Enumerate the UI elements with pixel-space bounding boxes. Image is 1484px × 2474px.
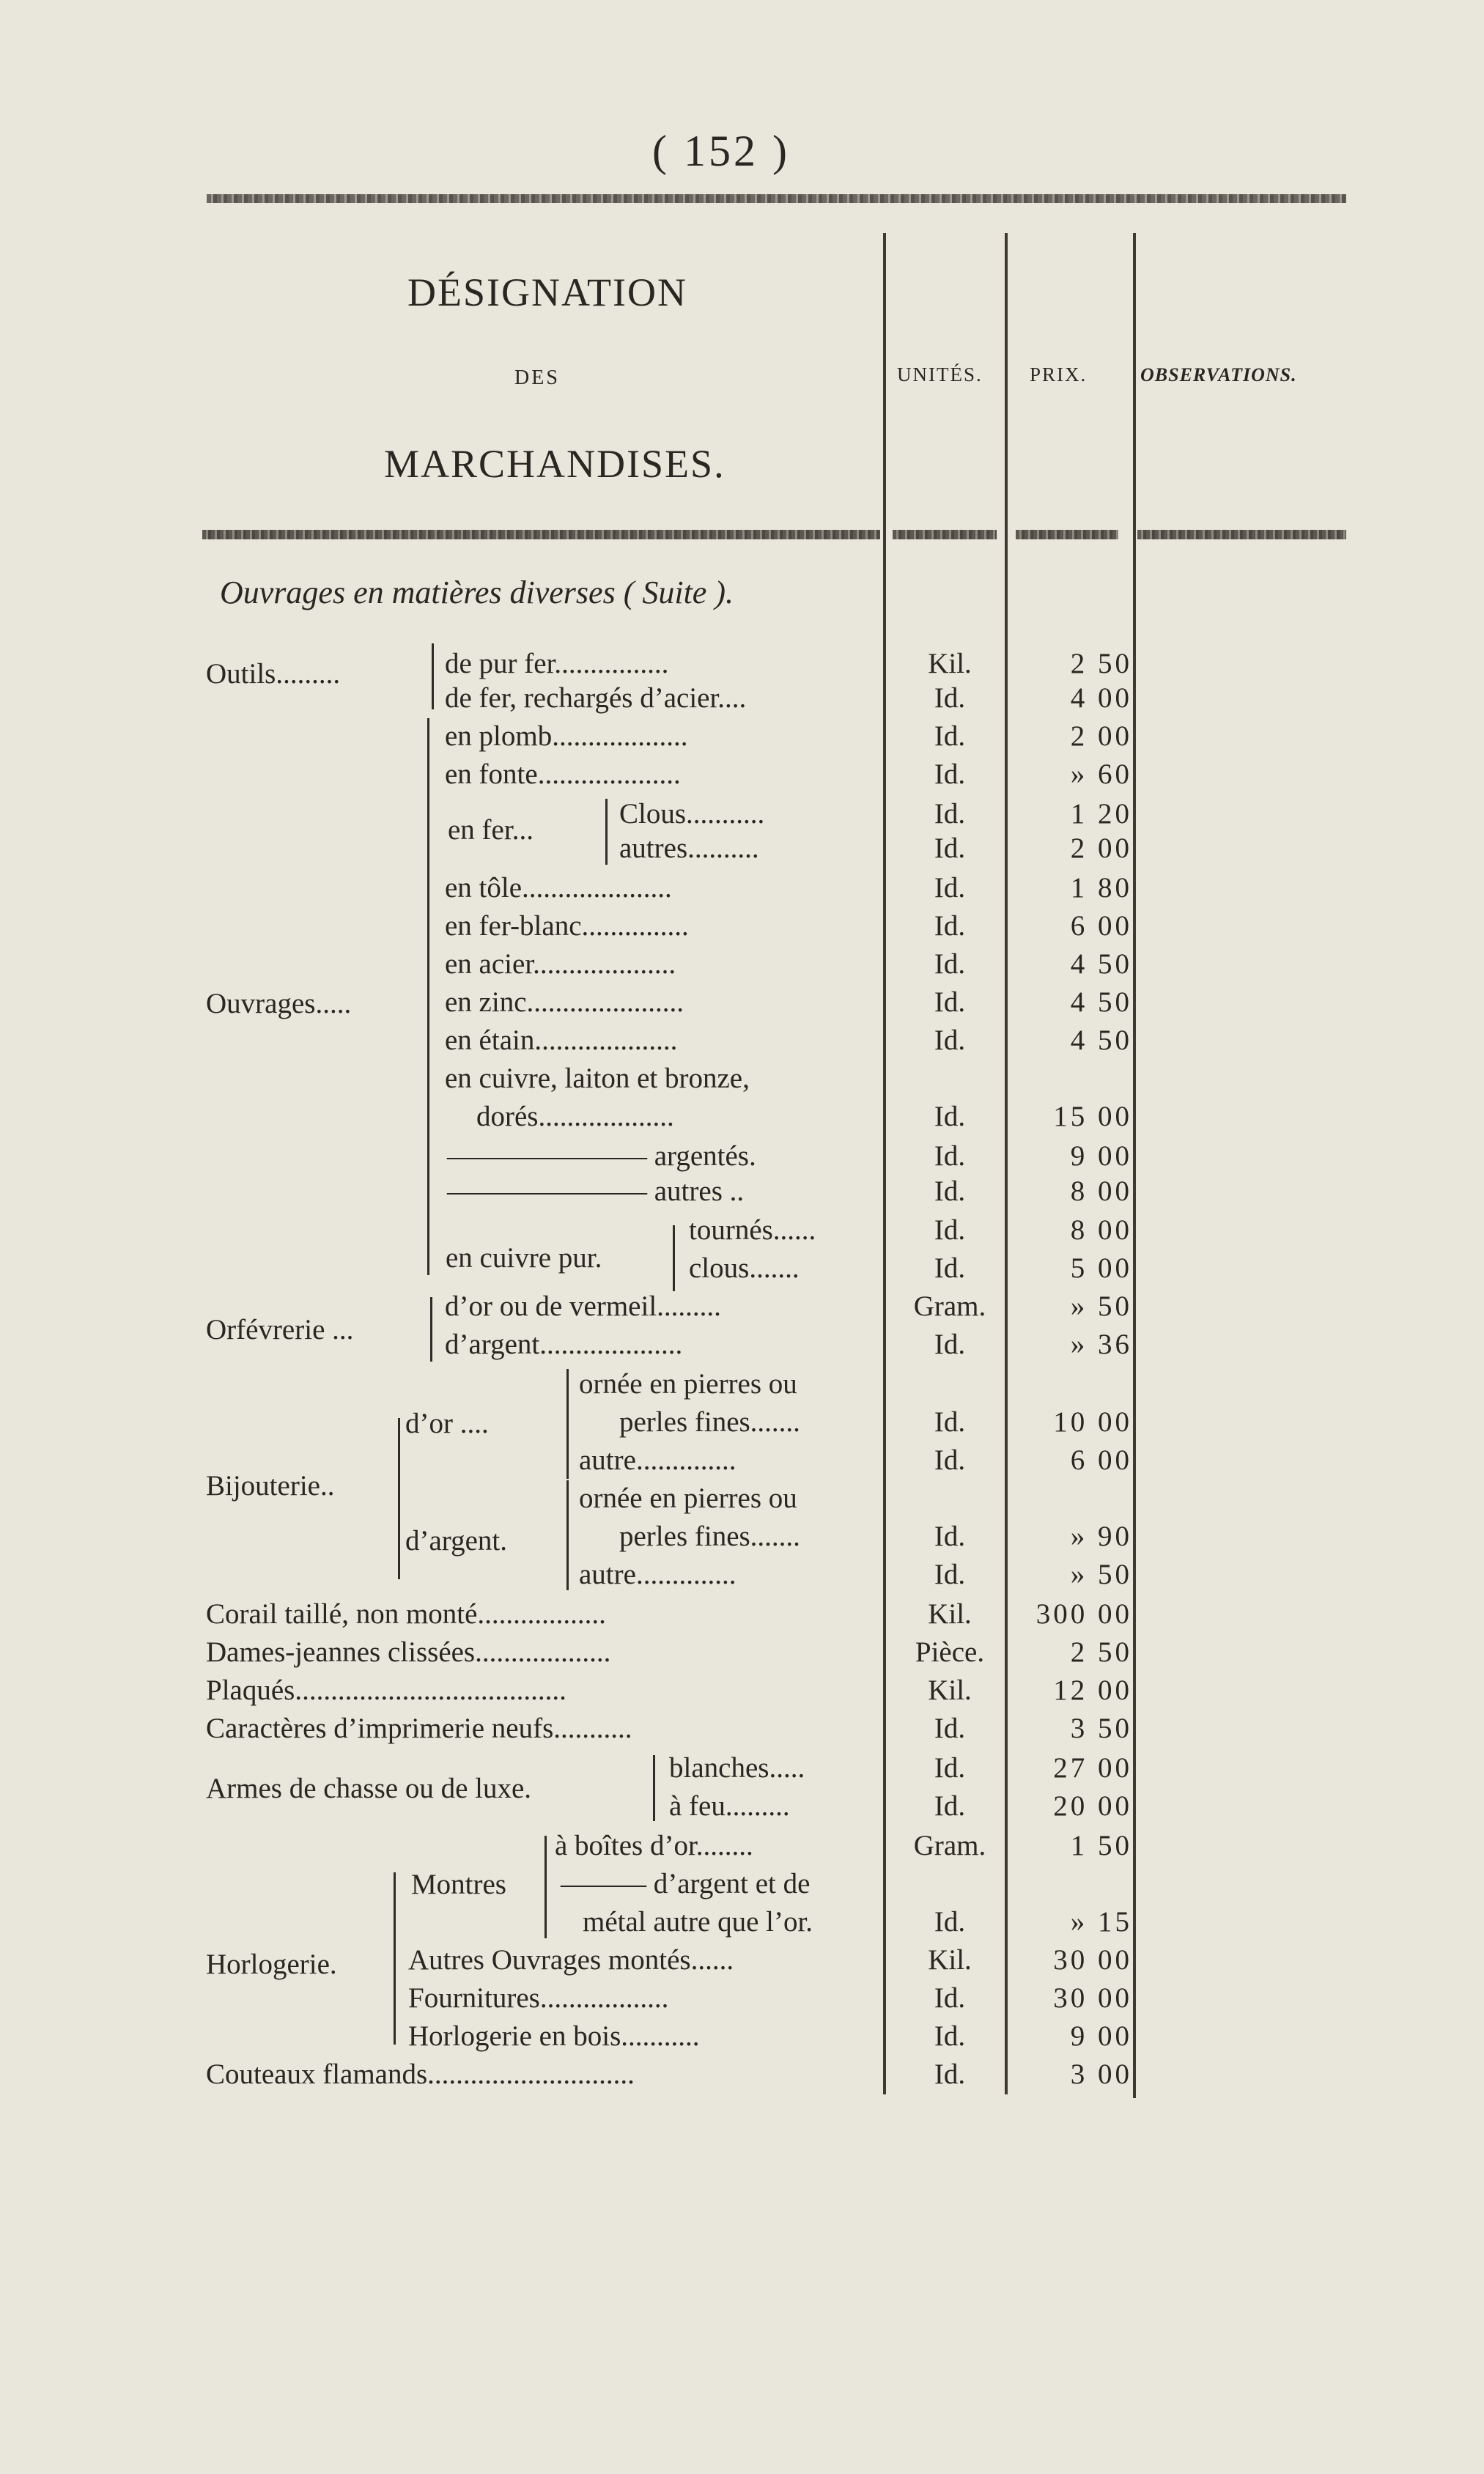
row-price: 4 50 — [1070, 948, 1132, 980]
row-price: 8 00 — [1070, 1214, 1132, 1246]
row-unit: Id. — [934, 1329, 966, 1360]
group-horlogerie: Horlogerie. — [206, 1949, 337, 1980]
top-rule — [207, 194, 1346, 203]
group-orfevrerie: Orfévrerie ... — [206, 1314, 354, 1345]
row-label: métal autre que l’or. — [583, 1906, 813, 1938]
row-label: en acier.................... — [445, 948, 676, 980]
row-unit: Id. — [934, 682, 966, 714]
brace-orfevrerie — [430, 1297, 432, 1362]
brace-outils — [432, 643, 434, 709]
group-montres: Montres — [411, 1869, 506, 1900]
column-rule-1 — [883, 233, 886, 2094]
header-des: DES — [514, 366, 560, 389]
brace-armes — [653, 1755, 655, 1821]
header-prix: PRIX. — [1030, 363, 1088, 385]
group-bijouterie: Bijouterie.. — [206, 1470, 335, 1502]
row-label: à feu......... — [669, 1790, 790, 1822]
header-observations: OBSERVATIONS. — [1140, 364, 1297, 385]
row-label: autre.............. — [579, 1559, 737, 1590]
header-marchandises: MARCHANDISES. — [384, 442, 726, 486]
row-label: d’argent.................... — [445, 1329, 683, 1360]
row-label: de pur fer................ — [445, 648, 669, 679]
header-designation: DÉSIGNATION — [407, 270, 687, 314]
group-dor: d’or .... — [405, 1408, 489, 1439]
row-price: 1 80 — [1070, 872, 1132, 904]
row-price: 20 00 — [1053, 1790, 1132, 1822]
row-unit: Id. — [934, 1559, 966, 1590]
row-price: 1 50 — [1070, 1830, 1132, 1861]
row-unit: Id. — [934, 1214, 966, 1246]
row-label: Dames-jeannes clissées................... — [206, 1636, 611, 1668]
row-label: d’or ou de vermeil......... — [445, 1290, 721, 1322]
row-label: en cuivre, laiton et bronze, — [445, 1063, 750, 1094]
row-price: 10 00 — [1053, 1406, 1132, 1438]
brace-horlogerie — [394, 1872, 396, 2045]
row-unit: Id. — [934, 720, 966, 752]
brace-bijouterie — [398, 1418, 400, 1579]
row-price: 4 50 — [1070, 986, 1132, 1018]
brace-dor — [566, 1369, 569, 1479]
row-label: ——— d’argent et de — [561, 1868, 811, 1899]
header-unites: UNITÉS. — [897, 363, 983, 385]
row-label: clous....... — [689, 1252, 800, 1284]
row-price: 3 00 — [1070, 2058, 1132, 2090]
row-price: 2 50 — [1070, 1636, 1132, 1668]
row-label: en plomb................... — [445, 720, 688, 752]
page-number: ( 152 ) — [652, 127, 790, 175]
row-price: 2 00 — [1070, 832, 1132, 864]
header-rule-prix — [1016, 530, 1118, 539]
row-unit: Id. — [934, 1101, 966, 1132]
row-label: autres.......... — [619, 832, 759, 864]
group-outils: Outils......... — [206, 658, 341, 690]
row-unit: Id. — [934, 758, 966, 790]
row-unit: Id. — [934, 1713, 966, 1744]
row-unit: Id. — [934, 1521, 966, 1552]
row-unit: Pièce. — [915, 1636, 985, 1668]
header-rule-designation — [202, 530, 880, 539]
row-price: 2 50 — [1070, 648, 1132, 679]
row-label: en tôle..................... — [445, 872, 672, 904]
row-price: » 36 — [1070, 1329, 1132, 1360]
section-title: Ouvrages en matières diverses ( Suite ). — [220, 575, 734, 610]
row-label: Horlogerie en bois........... — [408, 2020, 700, 2052]
row-unit: Id. — [934, 832, 966, 864]
row-price: 4 00 — [1070, 682, 1132, 714]
group-en-cuivre-pur: en cuivre pur. — [446, 1242, 602, 1274]
row-unit: Id. — [934, 1140, 966, 1172]
group-ouvrages: Ouvrages..... — [206, 988, 352, 1019]
row-unit: Id. — [934, 1175, 966, 1207]
group-dargent: d’argent. — [405, 1525, 507, 1557]
row-unit: Kil. — [928, 1674, 972, 1706]
row-label: Caractères d’imprimerie neufs........... — [206, 1713, 632, 1744]
row-unit: Kil. — [928, 648, 972, 679]
row-price: 4 50 — [1070, 1024, 1132, 1056]
row-price: 30 00 — [1053, 1982, 1132, 2014]
row-unit: Id. — [934, 2020, 966, 2052]
row-price: 8 00 — [1070, 1175, 1132, 1207]
row-unit: Id. — [934, 1024, 966, 1056]
row-unit: Gram. — [913, 1830, 986, 1861]
row-price: » 15 — [1070, 1906, 1132, 1938]
row-price: 5 00 — [1070, 1252, 1132, 1284]
row-price: » 90 — [1070, 1521, 1132, 1552]
row-price: » 50 — [1070, 1559, 1132, 1590]
row-unit: Id. — [934, 948, 966, 980]
row-label: en zinc...................... — [445, 986, 684, 1018]
row-price: 1 20 — [1070, 798, 1132, 830]
row-price: 300 00 — [1036, 1598, 1132, 1630]
row-price: 2 00 — [1070, 720, 1132, 752]
row-label: Fournitures.................. — [408, 1982, 669, 2014]
row-unit: Id. — [934, 872, 966, 904]
header-rule-observations — [1137, 530, 1346, 539]
row-price: 30 00 — [1053, 1944, 1132, 1976]
brace-ouvrages — [427, 718, 429, 1275]
row-label: perles fines....... — [619, 1406, 800, 1438]
row-label: ——————— autres .. — [447, 1175, 745, 1207]
row-label: ornée en pierres ou — [579, 1368, 797, 1400]
row-price: 9 00 — [1070, 1140, 1132, 1172]
brace-dargent — [566, 1480, 569, 1590]
row-label: en fonte.................... — [445, 758, 681, 790]
row-label: Autres Ouvrages montés...... — [408, 1944, 734, 1976]
brace-en-fer — [605, 799, 608, 865]
row-label: Plaqués...................................... — [206, 1674, 566, 1706]
row-label: ——————— argentés. — [447, 1140, 756, 1172]
row-unit: Id. — [934, 1790, 966, 1822]
row-unit: Kil. — [928, 1944, 972, 1976]
row-unit: Id. — [934, 1406, 966, 1438]
row-label: autre.............. — [579, 1444, 737, 1476]
column-rule-3 — [1133, 233, 1136, 2098]
row-price: 3 50 — [1070, 1713, 1132, 1744]
brace-montres — [544, 1836, 547, 1938]
row-unit: Id. — [934, 1906, 966, 1938]
row-unit: Id. — [934, 1752, 966, 1784]
row-label: en étain.................... — [445, 1024, 678, 1056]
brace-en-cuivre-pur — [673, 1225, 675, 1291]
row-unit: Kil. — [928, 1598, 972, 1630]
row-unit: Id. — [934, 798, 966, 830]
row-label: tournés...... — [689, 1214, 816, 1246]
row-label: blanches..... — [669, 1752, 805, 1784]
row-price: 15 00 — [1053, 1101, 1132, 1132]
row-price: 12 00 — [1053, 1674, 1132, 1706]
row-unit: Id. — [934, 1444, 966, 1476]
row-label: Clous........... — [619, 798, 765, 830]
row-label: en fer-blanc............... — [445, 910, 689, 942]
row-unit: Id. — [934, 1982, 966, 2014]
row-price: 6 00 — [1070, 1444, 1132, 1476]
row-price: » 60 — [1070, 758, 1132, 790]
row-price: 6 00 — [1070, 910, 1132, 942]
row-label: dorés................... — [476, 1101, 674, 1132]
row-label: à boîtes d’or........ — [555, 1830, 753, 1861]
row-label: de fer, rechargés d’acier.... — [445, 682, 747, 714]
row-unit: Gram. — [913, 1290, 986, 1322]
header-rule-unites — [893, 530, 997, 539]
row-price: » 50 — [1070, 1290, 1132, 1322]
row-label: ornée en pierres ou — [579, 1482, 797, 1514]
row-label: Couteaux flamands............................. — [206, 2058, 635, 2090]
row-unit: Id. — [934, 986, 966, 1018]
row-price: 27 00 — [1053, 1752, 1132, 1784]
column-rule-2 — [1005, 233, 1008, 2094]
row-unit: Id. — [934, 2058, 966, 2090]
row-label: Corail taillé, non monté.................. — [206, 1598, 606, 1630]
row-unit: Id. — [934, 1252, 966, 1284]
row-price: 9 00 — [1070, 2020, 1132, 2052]
group-armes: Armes de chasse ou de luxe. — [206, 1773, 532, 1804]
row-label: perles fines....... — [619, 1521, 800, 1552]
group-en-fer: en fer... — [448, 814, 534, 846]
row-unit: Id. — [934, 910, 966, 942]
